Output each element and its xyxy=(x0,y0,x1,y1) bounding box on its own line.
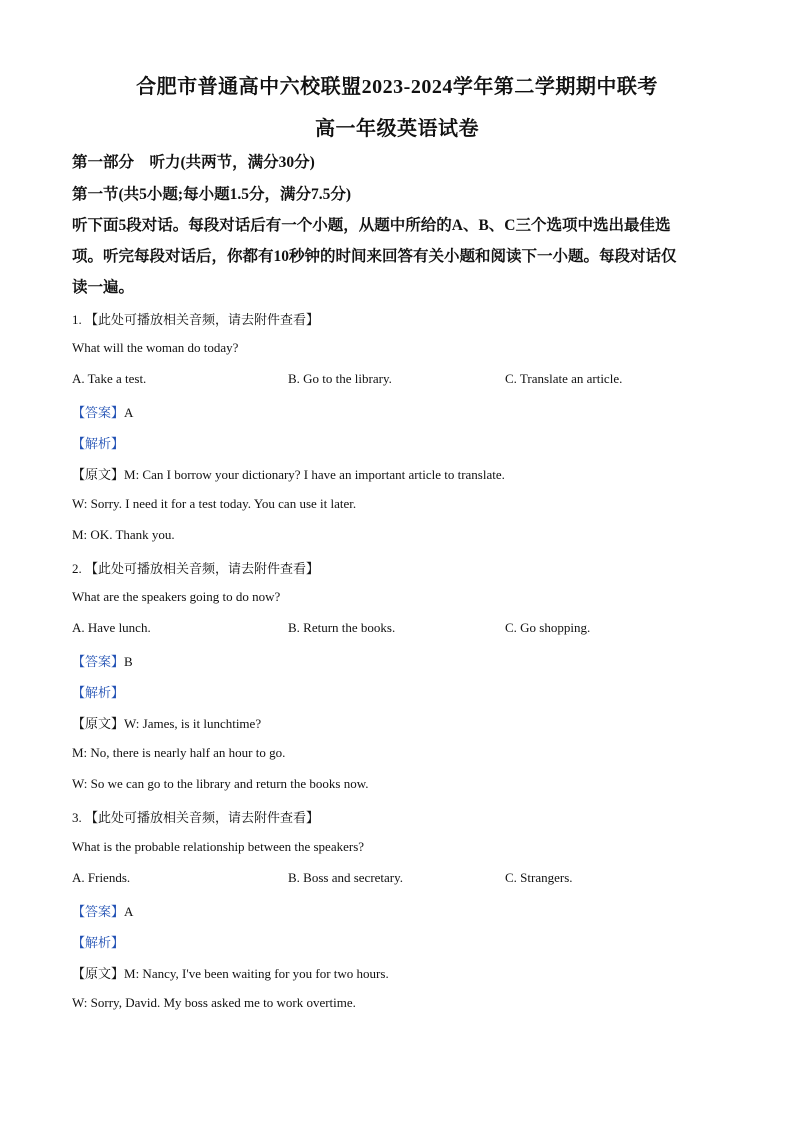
original-label: 【原文】 xyxy=(72,966,125,981)
transcript-text: W: James, is it lunchtime? xyxy=(124,716,262,731)
answer-value: B xyxy=(124,654,133,669)
original-label: 【原文】 xyxy=(72,716,125,731)
analysis-label-q2: 【解析】 xyxy=(72,685,125,700)
transcript-text: M: Can I borrow your dictionary? I have an important article to translate. xyxy=(124,467,505,482)
section-heading: 第一节(共5小题;每小题1.5分，满分7.5分) xyxy=(72,186,351,203)
audio-note-q1: 1. 【此处可播放相关音频，请去附件查看】 xyxy=(72,312,320,327)
option-b-q1: B. Go to the library. xyxy=(288,371,392,386)
answer-line-q3 xyxy=(72,901,133,920)
transcript-line-q1-3: M: OK. Thank you. xyxy=(72,527,175,542)
transcript-line-q2-2: M: No, there is nearly half an hour to go. xyxy=(72,745,286,760)
question-prompt-q2: What are the speakers going to do now? xyxy=(72,589,281,604)
option-c-q3: C. Strangers. xyxy=(505,870,573,885)
analysis-label-q1: 【解析】 xyxy=(72,436,125,451)
instruction-line-3: 读一遍。 xyxy=(72,279,135,296)
transcript-line-q2-3: W: So we can go to the library and return the books now. xyxy=(72,776,369,791)
question-prompt-q1: What will the woman do today? xyxy=(72,340,239,355)
instruction-line-1: 听下面5段对话。每段对话后有一个小题，从题中所给的A、B、C三个选项中选出最佳选 xyxy=(72,217,671,234)
option-b-q2: B. Return the books. xyxy=(288,620,396,635)
transcript-line-q1-1 xyxy=(72,464,505,483)
option-c-q2: C. Go shopping. xyxy=(505,620,591,635)
answer-line-q1 xyxy=(72,402,133,421)
instruction-line-2: 项。听完每段对话后，你都有10秒钟的时间来回答有关小题和阅读下一小题。每段对话仅 xyxy=(72,248,677,265)
transcript-line-q2-1 xyxy=(72,713,261,732)
option-a-q2: A. Have lunch. xyxy=(72,620,151,635)
transcript-line-q3-2: W: Sorry, David. My boss asked me to work overtime. xyxy=(72,995,356,1010)
question-prompt-q3: What is the probable relationship between the speakers? xyxy=(72,839,365,854)
exam-title: 合肥市普通高中六校联盟2023-2024学年第二学期期中联考 xyxy=(136,76,658,98)
answer-value: A xyxy=(124,904,134,919)
exam-subtitle: 高一年级英语试卷 xyxy=(315,118,479,140)
transcript-line-q3-1 xyxy=(72,963,389,982)
answer-line-q2 xyxy=(72,651,133,670)
transcript-line-q1-2: W: Sorry. I need it for a test today. You can use it later. xyxy=(72,496,357,511)
analysis-label-q3: 【解析】 xyxy=(72,935,125,950)
part-heading: 第一部分 听力(共两节，满分30分) xyxy=(72,154,315,171)
option-b-q3: B. Boss and secretary. xyxy=(288,870,404,885)
answer-value: A xyxy=(124,405,134,420)
answer-label: 【答案】 xyxy=(72,405,125,420)
transcript-text: M: Nancy, I've been waiting for you for two hours. xyxy=(124,966,389,981)
option-c-q1: C. Translate an article. xyxy=(505,371,623,386)
option-a-q3: A. Friends. xyxy=(72,870,131,885)
option-a-q1: A. Take a test. xyxy=(72,371,147,386)
answer-label: 【答案】 xyxy=(72,654,125,669)
answer-label: 【答案】 xyxy=(72,904,125,919)
audio-note-q3: 3. 【此处可播放相关音频，请去附件查看】 xyxy=(72,810,320,825)
original-label: 【原文】 xyxy=(72,467,125,482)
audio-note-q2: 2. 【此处可播放相关音频，请去附件查看】 xyxy=(72,561,320,576)
